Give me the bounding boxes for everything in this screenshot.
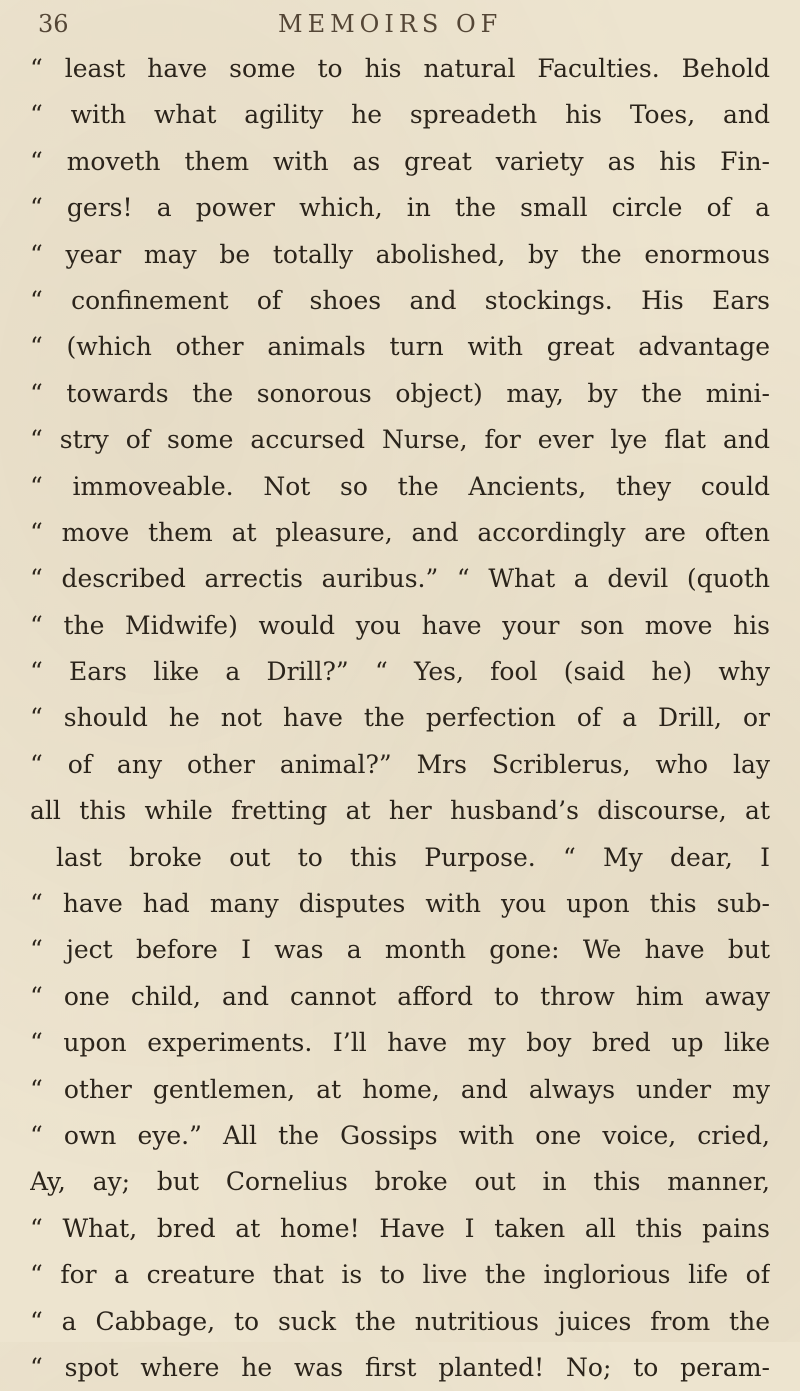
text-line: “ other gentlemen, at home, and always under my [30,1074,770,1104]
text-line: Ay, ay; but Cornelius broke out in this manner, [30,1167,770,1197]
text-line: “ towards the sonorous object) may, by the mini- [30,378,770,408]
text-line: “ ject before I was a month gone: We have but [30,935,770,965]
text-line: “ upon experiments. I’ll have my boy bred up like [30,1028,770,1058]
text-line: “ stry of some accursed Nurse, for ever lye flat and [30,425,770,455]
text-line: “ immoveable. Not so the Ancients, they could [30,471,770,501]
text-line: “ Ears like a Drill?” “ Yes, fool (said he) why [30,657,770,687]
text-line: “ of any other animal?” Mrs Scriblerus, who lay [30,749,770,779]
text-line: “ should he not have the perfection of a Drill, or [30,703,770,733]
text-line: “ confinement of shoes and stockings. His Ears [30,285,770,315]
text-line: “ (which other animals turn with great advantage [30,332,770,362]
text-line: “ described arrectis auribus.” “ What a devil (quoth [30,564,770,594]
text-line: “ one child, and cannot afford to throw him away [30,981,770,1011]
text-line: last broke out to this Purpose. “ My dear, I [56,842,770,872]
text-line: “ with what agility he spreadeth his Toes, and [30,100,770,130]
page-number: 36 [38,10,69,38]
text-line: “ gers! a power which, in the small circle of a [30,193,770,223]
text-line: “ year may be totally abolished, by the enormous [30,239,770,269]
text-line: “ the Midwife) would you have your son move his [30,610,770,640]
text-line: “ spot where he was first planted! No; to peram- [30,1352,770,1382]
text-line: “ What, bred at home! Have I taken all this pains [30,1213,770,1243]
text-line: “ least have some to his natural Faculties. Behold [30,54,770,83]
running-title: MEMOIRS OF [278,10,503,38]
text-line: “ moveth them with as great variety as his Fin- [30,146,770,176]
text-line: “ for a creature that is to live the inglorious life of [30,1260,770,1290]
text-line: “ move them at pleasure, and accordingly are often [30,517,770,547]
text-line: all this while fretting at her husband’s discourse, at [30,796,770,826]
body-text [30,46,770,1391]
text-line: “ have had many disputes with you upon this sub- [30,889,770,919]
text-line: “ own eye.” All the Gossips with one voice, cried, [30,1120,770,1150]
text-line: “ a Cabbage, to suck the nutritious juices from the [30,1306,770,1336]
page-header [38,8,778,42]
